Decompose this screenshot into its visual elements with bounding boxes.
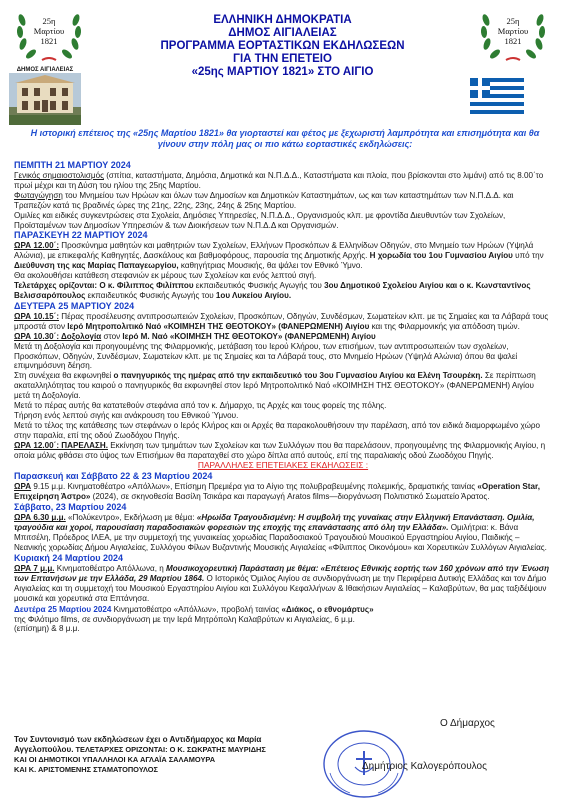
footer-line-2: Αγγελοπούλου. ΤΕΛΕΤΑΡΧΕΣ ΟΡΙΖΟΝΤΑΙ: Ο Κ. ΣΩΚΡΑΤΗΣ ΜΑΥΡΙΔΗΣ: [14, 745, 266, 754]
title-line-2: ΔΗΜΟΣ ΑΙΓΙΑΛΕΙΑΣ: [228, 27, 337, 39]
mayor-title: Ο Δήμαρχος: [440, 718, 495, 729]
paragraph: ΩΡΑ 6.30 μ.μ. «Πολύκεντρο», Εκδήλωση με θέμα: «Ηρωίδα Τραγουδισμένη: Η συμβολή της γυναίκας στην Ελληνική Επανάσταση. Ομιλία, τραγούδια και χοροί, παρουσίαση παραδοσιακών φορεσιών της εποχής της επανάστασης από όλη την Ελλάδα». Ομιλήτρια: κ. Βάνα Μπιτσέλη, Πρόεδρος ΙΛΕΑ, με την συμμετοχή της γυναικείας χορωδίας Παραδοσιακού Τραγουδιού Μουσικού Εργαστηρίου Αιγίου, Παιδικής – Νεανικής χορωδίας Δήμου Αιγιαλείας, Συλλόγου Φίλων Βυζαντινής Μουσικής Αιγιαλείας «Φίλιππος Οικονόμου» και Χορευτικών Συλλόγων Αιγιαλείας.: [14, 513, 547, 552]
paragraph: Φωταγώγηση του Μνημείου των Ηρώων και όλων των Δημοσίων και Δημοτικών Καταστημάτων, ως και των καταστημάτων των Ν.Π.Δ.Δ. και Τραπεζών κατά τις βραδινές ώρες της 21ης, 22ης, 23ης, 24ης & 25ης Μαρτίου.: [14, 190, 514, 210]
paragraph: Στη συνέχεια θα εκφωνηθεί ο πανηγυρικός της ημέρας από την εκπαιδευτικό του 3ου Γυμνασίου Αιγίου κα Ελένη Τσουρέκη. Σε περίπτωση ακαταλληλότητας του καιρού ο πανηγυρικός θα εκφωνηθεί στον Ιερό Μητροπολιτικό Ναό «ΚΟΙΜΗΣΗ ΤΗΣ ΘΕΟΤΟΚΟΥ» (ΦΑΝΕΡΩΜΕΝΗ) Αιγίου μετά τη Δοξολογία.: [14, 371, 536, 401]
mayor-name: Δημήτριος Καλογερόπουλος: [362, 761, 487, 772]
paragraph: ΩΡΑ 10.30΄: Δοξολογία στον Ιερό Μ. Ναό «ΚΟΙΜΗΣΗ ΤΗΣ ΘΕΟΤΟΚΟΥ» (ΦΑΝΕΡΩΜΕΝΗ) Αιγίου: [14, 331, 376, 341]
title-line-1: ΕΛΛΗΝΙΚΗ ΔΗΜΟΚΡΑΤΙΑ: [213, 14, 352, 26]
day-heading-friday: ΠΑΡΑΣΚΕΥΗ 22 ΜΑΡΤΙΟΥ 2024: [14, 230, 148, 241]
program-body: [14, 160, 552, 634]
paragraph: ΩΡΑ 7 μ.μ. Κινηματοθέατρο Απόλλωνα, η Μουσικοχορευτική Παράσταση με θέμα: «Επέτειος Εθνικής εορτής των 160 χρόνων από την Ένωση των Επτανήσων με την Ελλάδα, 29 Μαρτίου 1864. Ο Ιστορικός Όμιλος Αιγίου σε συνδιοργάνωση με την Περιφέρεια Δυτικής Ελλάδας και τον Δήμο Αιγιαλείας και τη συμμετοχή του Μουσικού Εργαστηρίου Αιγίου και Συλλόγου Κεφαλλήνων & Ιθακήσιων Αιγιαλείας – Καλαβρύτων, θα μας ταξιδέψουν μουσικά και χορευτικά στα Επτάνησα.: [14, 563, 550, 603]
paragraph: Μετά τη Δοξολογία και προηγουμένης της Φιλαρμονικής, μετάβαση του Ιερού Κλήρου, των επισήμων, των αντιπροσωπειών των σχολείων, Προσκόπων, Οδηγών, Συνδέσμων, Σωματείων κλπ. με τις Σημαίες και τα Λάβαρά τους, στο Μνημείο Ηρώων (Υψηλά Αλώνια) όπου θα ψαλεί επιμνημόσυνη δέηση.: [14, 341, 518, 371]
event-heading: Σάββατο, 23 Μαρτίου 2024: [14, 502, 127, 513]
wreath-left-text: 25η Μαρτίου 1821: [33, 16, 65, 46]
title-line-3: ΠΡΟΓΡΑΜΜΑ ΕΟΡΤΑΣΤΙΚΩΝ ΕΚΔΗΛΩΣΕΩΝ: [160, 40, 405, 52]
footer-line-4: ΚΑΙ Κ. ΑΡΙΣΤΟΜΕΝΗΣ ΣΤΑΜΑΤΟΠΟΥΛΟΣ: [14, 765, 158, 774]
event-heading: Παρασκευή και Σάββατο 22 & 23 Μαρτίου 2024: [14, 471, 213, 482]
paragraph: Ομιλίες και ειδικές συγκεντρώσεις στα Σχολεία, Δημόσιες Υπηρεσίες, Ν.Π.Δ.Δ., Οργανισμούς κλπ. με φροντίδα Διευθυντών των Σχολείων, Προϊσταμένων των Δημοσίων Υπηρεσιών & των Διοικήσεων των Ν.Π.Δ.Δ και Οργανισμών.: [14, 210, 506, 230]
footer-line-3: ΚΑΙ ΟΙ ΔΗΜΟΤΙΚΟΙ ΥΠΑΛΛΗΛΟΙ ΚΑ ΑΓΛΑΪΑ ΣΑΛΑΜΟΥΡΑ: [14, 755, 216, 764]
header: [0, 0, 565, 122]
day-heading-monday: ΔΕΥΤΕΡΑ 25 ΜΑΡΤΙΟΥ 2024: [14, 300, 135, 311]
town-hall-building-icon: [9, 73, 81, 125]
paragraph: ΩΡΑ 9.15 μ.μ. Κινηματοθέατρο «Απόλλων», Επίσημη Πρεμιέρα για το Αίγιο της πολυβραβευμένης πολεμικής, δραματικής ταινίας «Operation Star, Επιχείρηση Άστρο» (2024), σε σκηνοθεσία Βασίλη Τσικάρα και παραγωγή Aratos films—διοργάνωση Πολιτιστικό Σωματείο Άρατος.: [14, 482, 540, 502]
paragraph: ΩΡΑ 10.15΄: Πέρας προσέλευσης αντιπροσωπειών Σχολείων, Προσκόπων, Οδηγών, Συνδέσμων, Σωματείων κλπ. με τις Σημαίες και τα Λάβαρά τους μπροστά στον Ιερό Μητροπολιτικό Ναό «ΚΟΙΜΗΣΗ ΤΗΣ ΘΕΟΤΟΚΟΥ» (ΦΑΝΕΡΩΜΕΝΗ) Αιγίου και της Φιλαρμονικής για απόδοση τιμών.: [14, 311, 549, 331]
greek-flag-icon: [470, 78, 524, 114]
paragraph: Μετά το τέλος της κατάθεσης των στεφάνων ο Ιερός Κλήρος και οι Αρχές θα παρακολουθήσουν την παρέλαση, από τον ειδικά διαμορφωμένο χώρο στην παραλία, επί της οδού Ζωοδόχου Πηγής.: [14, 420, 541, 440]
paragraph: Μετά το πέρας αυτής θα κατατεθούν στεφάνια από τον κ. Δήμαρχο, τις Αρχές και τους φορείς της πόλης.: [14, 401, 387, 411]
intro-text: Η ιστορική επέτειος της «25ης Μαρτίου 1821» θα γιορταστεί και φέτος με ξεχωριστή λαμπρότητα και επισημότητα και θα γίνουν στην πόλη μας οι πιο κάτω εορταστικές εκδηλώσεις:: [30, 128, 540, 149]
paragraph: ΩΡΑ 12.00΄: Προσκύνημα μαθητών και μαθητριών των Σχολείων, Ελλήνων Προσκόπων & Ελληνίδων Οδηγών, στο Μνημείο των Ηρώων (Υψηλά Αλώνια), με επικεφαλής Καθηγητές, Δασκάλους και βαθμοφόρους, παρουσία της Δημοτικής Αρχής. Η χορωδία του 1ου Γυμνασίου Αιγίου υπό την Διεύθυνση της κας Μαρίας Παπαγεωργίου, καθηγήτριας Μουσικής, θα ψάλει τον Εθνικό Ύμνο.: [14, 241, 544, 271]
title-line-4: ΓΙΑ ΤΗΝ ΕΠΕΤΕΙΟ: [233, 53, 332, 65]
paragraph: Θα ακολουθήσει κατάθεση στεφανιών εκ μέρους των Σχολείων και ενός λεπτού σιγή.: [14, 271, 317, 281]
wreath-right-text: 25η Μαρτίου 1821: [497, 16, 529, 46]
paragraph: Δευτέρα 25 Μαρτίου 2024 Κινηματοθέατρο «Απόλλων», προβολή ταινίας «Διάκος, ο εθνομάρτυς» της Φιλότιμο films, σε συνδιοργάνωση με την Ιερά Μητρόπολη Καλαβρύτων κι Αιγιαλείας, 6 μ.μ. (επίσημη) & 8 μ.μ.: [14, 604, 374, 634]
building-caption: ΔΗΜΟΣ ΑΙΓΙΑΛΕΙΑΣ: [16, 67, 74, 73]
coordination-footer: [14, 735, 344, 775]
footer-line-1: Τον Συντονισμό των εκδηλώσεων έχει ο Αντιδήμαρχος κα Μαρία: [14, 735, 262, 744]
paragraph: Τήρηση ενός λεπτού σιγής και ανάκρουση του Εθνικού Ύμνου.: [14, 410, 239, 420]
paragraph: Τελετάρχες ορίζονται: Ο κ. Φίλιππος Φιλίππου εκπαιδευτικός Φυσικής Αγωγής του 3ου Δημοτικού Σχολείου Αιγίου και ο κ. Κωνσταντίνος Βελισσαρόπουλος εκπαιδευτικός Φυσικής Αγωγής του 1ου Λυκείου Αιγίου.: [14, 281, 531, 300]
event-heading: Κυριακή 24 Μαρτίου 2024: [14, 552, 123, 563]
paragraph: Γενικός σημαιοστολισμός (σπίτια, καταστήματα, Δημόσια, Δημοτικά και Ν.Π.Δ.Δ., Καταστήματα και πλοία, που βρίσκονται στο λιμάνι) από τις 8.00΄το πρωί μέχρι και τη Δύση του ηλίου της 25ης Μαρτίου.: [14, 171, 544, 190]
day-heading-thursday: ΠΕΜΠΤΗ 21 ΜΑΡΤΙΟΥ 2024: [14, 160, 131, 170]
title-line-5: «25ης ΜΑΡΤΙΟΥ 1821» ΣΤΟ ΑΙΓΙΟ: [191, 66, 374, 78]
paragraph: ΩΡΑ 12.00΄: ΠΑΡΕΛΑΣΗ. Εκκίνηση των τμημάτων των Σχολείων και των Συλλόγων που θα παρελάσουν, προηγουμένης της Φιλαρμονικής Αιγίου, η οποία μόλις φθάσει στο ύψος των Επισήμων θα παραταχθεί στο χώρο δίπλα από αυτούς, επί της παραλιακής οδού Ζωοδόχου Πηγής.: [14, 440, 546, 460]
laurel-wreath-left: [14, 6, 84, 64]
parallel-events-heading: ΠΑΡΑΛΛΗΛΕΣ ΕΠΕΤΕΙΑΚΕΣ ΕΚΔΗΛΩΣΕΙΣ :: [197, 460, 369, 471]
laurel-wreath-right: [478, 6, 548, 64]
